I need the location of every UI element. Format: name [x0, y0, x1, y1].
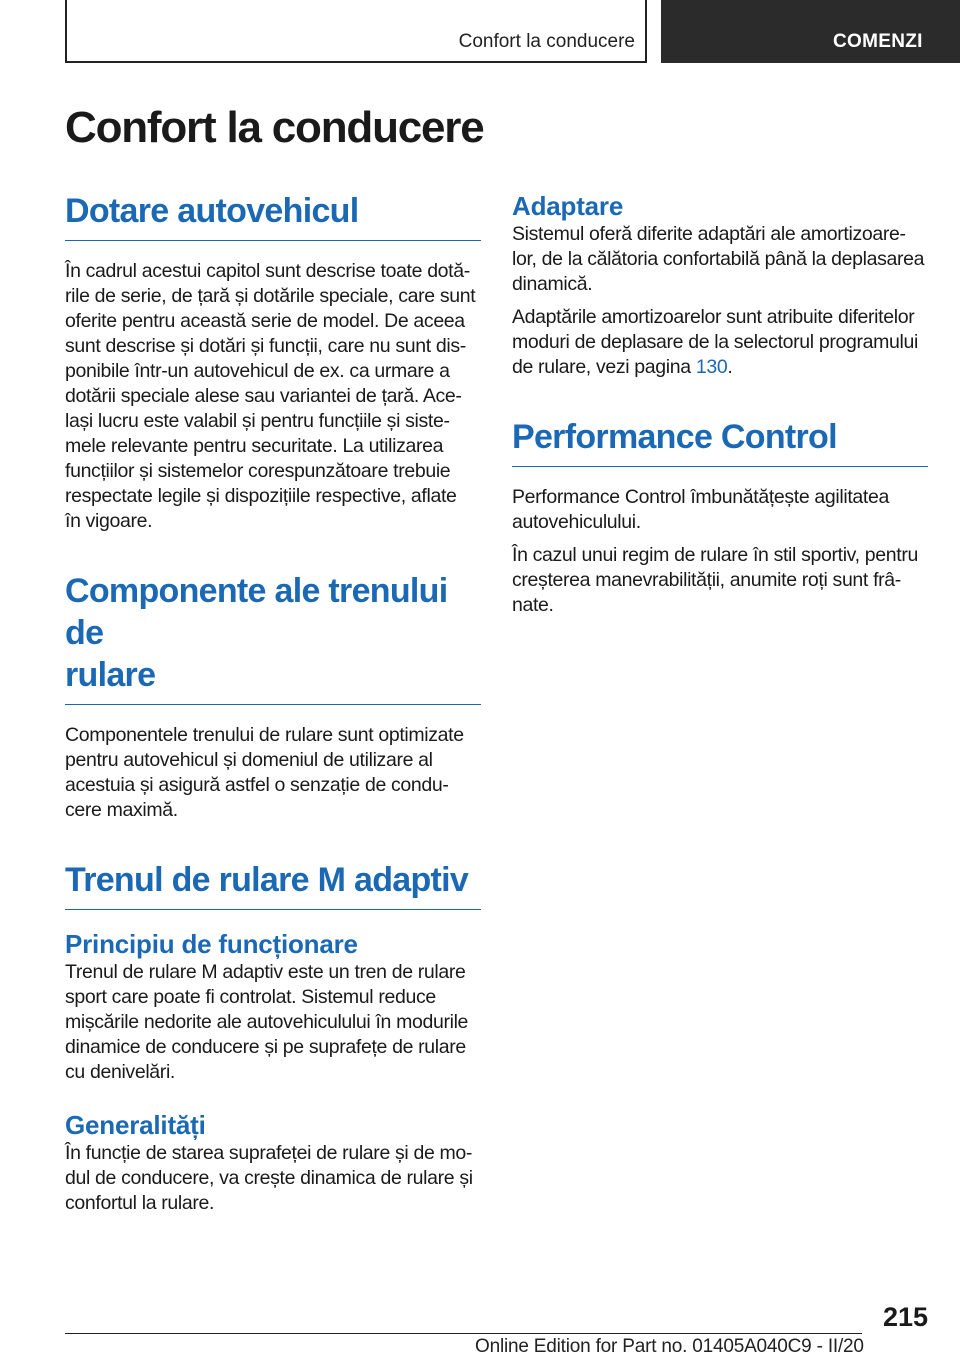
text-line: Trenul de rulare M adaptiv este un tren de rulare — [65, 961, 466, 983]
right-column — [512, 190, 928, 618]
text-line: În cadrul acestui capitol sunt descrise toate dotă- — [65, 260, 470, 282]
heading-line: Componente ale trenului de — [65, 572, 448, 652]
text-line: dinamică. — [512, 273, 593, 295]
header-section-box — [65, 0, 647, 63]
heading-generalitati: Generalități — [65, 1110, 206, 1140]
chapter-tab[interactable] — [661, 0, 960, 63]
text-line: oferite pentru această serie de model. De aceea — [65, 310, 465, 332]
text-line: mișcările nedorite ale autovehiculului în modurile — [65, 1011, 469, 1033]
text-line: funcțiilor și sistemelor corespunzătoare trebuie — [65, 460, 451, 482]
section-performance — [512, 416, 928, 618]
heading-performance: Performance Control — [512, 416, 928, 467]
paragraph-principiu — [65, 960, 481, 1085]
heading-dotare: Dotare autovehicul — [65, 190, 481, 241]
text-line: autovehiculului. — [512, 511, 641, 533]
text-line: cere maximă. — [65, 799, 178, 821]
text-line: ponibile într-un autovehicul de ex. ca urmare a — [65, 360, 450, 382]
page-reference-link[interactable]: 130 — [695, 356, 728, 378]
footer-divider — [65, 1333, 862, 1334]
text-line: dul de conducere, va crește dinamica de rulare și — [65, 1167, 473, 1189]
text-line-prefix: de rulare, vezi pagina — [512, 356, 696, 378]
text-line: sunt descrise și dotări și funcții, care nu sunt dis- — [65, 335, 466, 357]
chapter-tab-label: COMENZI — [833, 31, 923, 52]
text-line: cu denivelări. — [65, 1061, 175, 1083]
heading-principiu: Principiu de funcționare — [65, 929, 358, 959]
text-line: în vigoare. — [65, 510, 153, 532]
paragraph-componente — [65, 723, 481, 823]
left-column — [65, 190, 481, 1216]
edition-note: Online Edition for Part no. 01405A040C9 - II/20 — [475, 1336, 864, 1357]
text-line: Componentele trenului de rulare sunt optimizate — [65, 724, 464, 746]
text-line: nate. — [512, 594, 554, 616]
text-line: În funcție de starea suprafeței de rulare și de mo- — [65, 1142, 473, 1164]
text-line: rile de serie, de țară și dotările speciale, care sunt — [65, 285, 476, 307]
paragraph-adaptare-1 — [512, 222, 928, 297]
text-line-suffix: . — [727, 356, 733, 378]
text-line: sport care poate fi controlat. Sistemul reduce — [65, 986, 436, 1008]
paragraph-generalitati — [65, 1141, 481, 1216]
text-line: creșterea manevrabilității, anumite roți sunt frâ- — [512, 569, 901, 591]
text-line: respectate legile și dispozițiile respective, aflate — [65, 485, 457, 507]
text-line: moduri de deplasare de la selectorul programului — [512, 331, 918, 353]
text-line: confortul la rulare. — [65, 1192, 215, 1214]
page-title: Confort la conducere — [65, 103, 484, 152]
paragraph-performance-2 — [512, 543, 928, 618]
text-line: lași lucru este valabil și pentru funcțiile și siste- — [65, 410, 450, 432]
heading-line: rulare — [65, 656, 156, 694]
text-line: dotării speciale alese sau variantei de țară. Ace- — [65, 385, 462, 407]
text-line: dinamice de conducere și pe suprafețe de rulare — [65, 1036, 466, 1058]
header-section-title: Confort la conducere — [458, 31, 635, 52]
text-line: pentru autovehicul și domeniul de utilizare al — [65, 749, 433, 771]
text-line: Performance Control îmbunătățește agilitatea — [512, 486, 889, 508]
paragraph-adaptare-2 — [512, 305, 928, 380]
heading-componente — [65, 570, 481, 705]
section-componente — [65, 570, 481, 823]
paragraph-dotare — [65, 259, 481, 534]
paragraph-performance-1 — [512, 485, 928, 535]
section-trenul — [65, 859, 481, 1216]
text-line: lor, de la călătoria confortabilă până la deplasarea — [512, 248, 925, 270]
text-line: Adaptările amortizoarelor sunt atribuite diferitelor — [512, 306, 915, 328]
text-line: acestuia și asigură astfel o senzație de condu- — [65, 774, 449, 796]
section-dotare — [65, 190, 481, 534]
text-line: În cazul unui regim de rulare în stil sportiv, pentru — [512, 544, 918, 566]
text-line: Sistemul oferă diferite adaptări ale amortizoare- — [512, 223, 906, 245]
section-adaptare — [512, 190, 928, 380]
text-line: mele relevante pentru securitate. La utilizarea — [65, 435, 444, 457]
heading-adaptare: Adaptare — [512, 191, 624, 221]
page-number: 215 — [882, 1302, 928, 1332]
heading-trenul: Trenul de rulare M adaptiv — [65, 859, 481, 910]
